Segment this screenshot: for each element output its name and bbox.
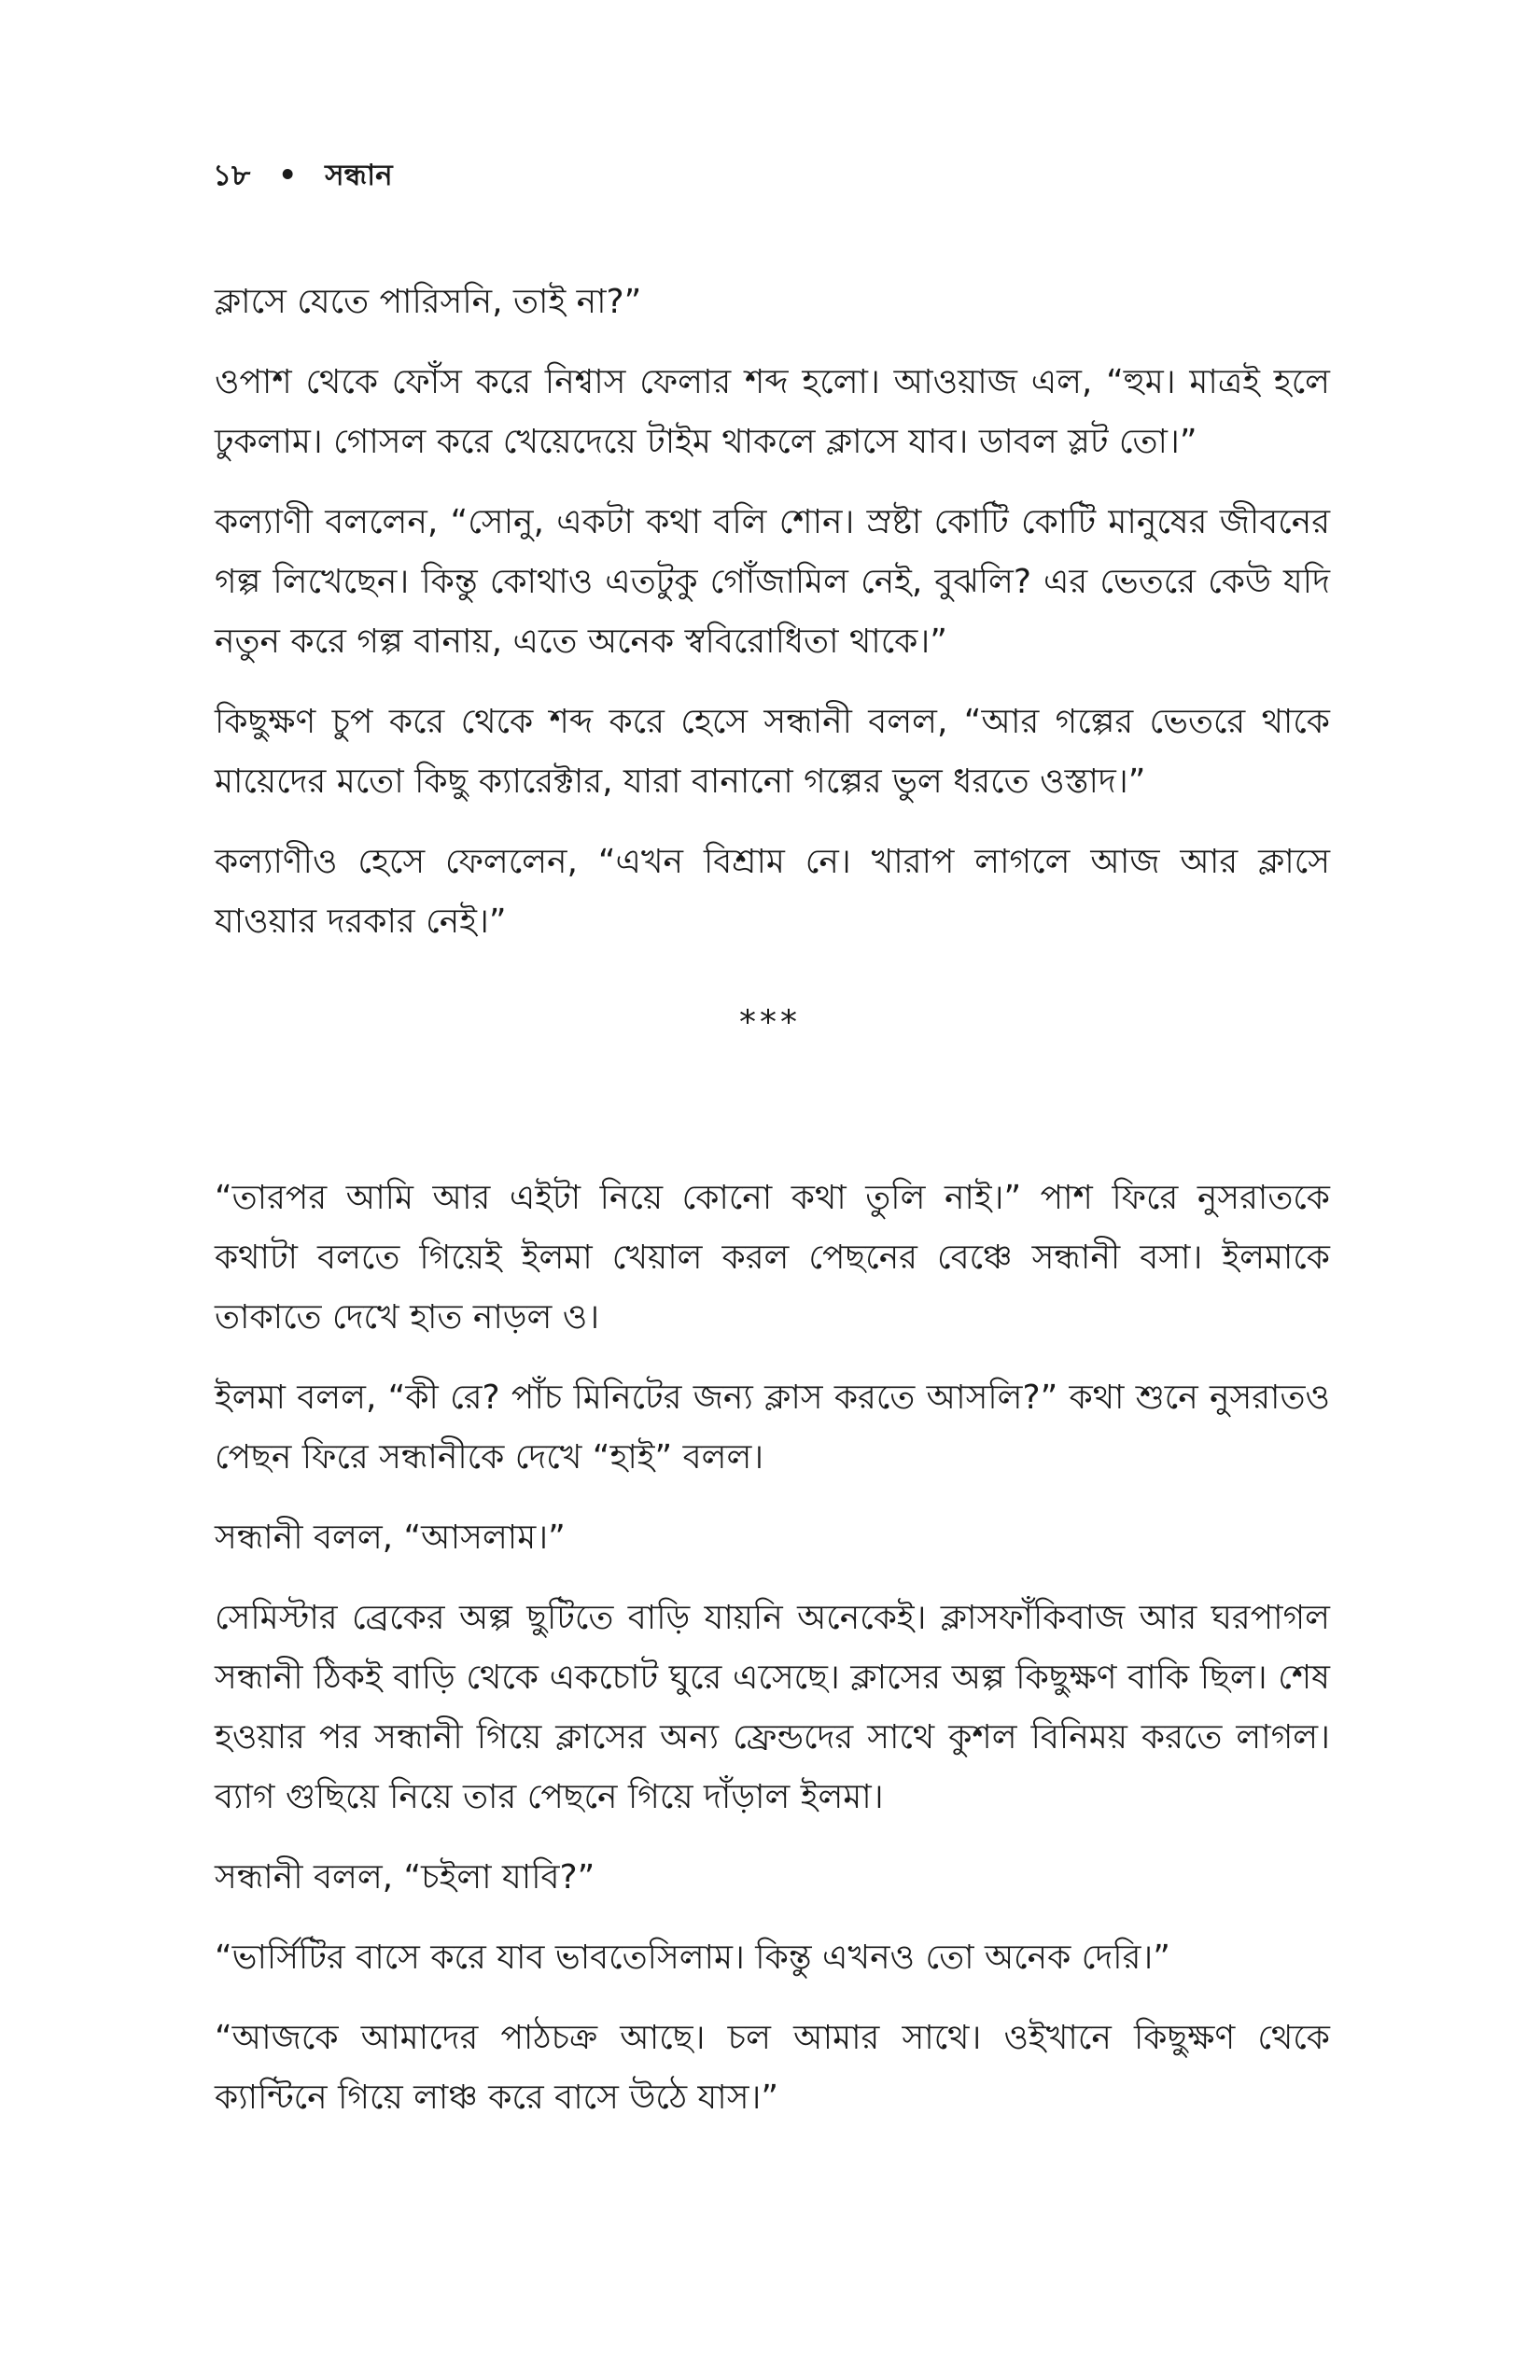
- header-separator: •: [278, 159, 298, 192]
- paragraph: ইলমা বলল, “কী রে? পাঁচ মিনিটের জন্য ক্লাস করতে আসলি?” কথা শুনে নুসরাতও পেছন ফিরে সন্ধানীকে দেখে “হাই” বলল।: [215, 1379, 1330, 1477]
- paragraph: কল্যাণী বললেন, “সোনু, একটা কথা বলি শোন। স্রষ্টা কোটি কোটি মানুষের জীবনের গল্প লিখেছেন। কিন্তু কোথাও এতটুকু গোঁজামিল নেই, বুঝলি? এর ভেতরে কেউ যদি নতুন করে গল্প বানায়, এতে অনেক স্ববিরোধিতা থাকে।”: [215, 503, 1330, 661]
- paragraph: ক্লাসে যেতে পারিসনি, তাই না?”: [215, 283, 642, 321]
- paragraph: কিছুক্ষণ চুপ করে থেকে শব্দ করে হেসে সন্ধানী বলল, “আর গল্পের ভেতরে থাকে মায়েদের মতো কিছু ক্যারেক্টার, যারা বানানো গল্পের ভুল ধরতে ওস্তাদ।”: [215, 703, 1330, 801]
- paragraph: কল্যাণীও হেসে ফেললেন, “এখন বিশ্রাম নে। খারাপ লাগলে আজ আর ক্লাসে যাওয়ার দরকার নেই।”: [215, 843, 1330, 941]
- paragraph: “আজকে আমাদের পাঠচক্র আছে। চল আমার সাথে। ওইখানে কিছুক্ষণ থেকে ক্যান্টিনে গিয়ে লাঞ্চ করে বাসে উঠে যাস।”: [215, 2019, 1330, 2117]
- paragraph: “ভার্সিটির বাসে করে যাব ভাবতেসিলাম। কিন্তু এখনও তো অনেক দেরি।”: [215, 1939, 1170, 1977]
- paragraph: “তারপর আমি আর এইটা নিয়ে কোনো কথা তুলি নাই।” পাশ ফিরে নুসরাতকে কথাটা বলতে গিয়েই ইলমা খেয়াল করল পেছনের বেঞ্চে সন্ধানী বসা। ইলমাকে তাকাতে দেখে হাত নাড়ল ও।: [215, 1179, 1330, 1337]
- page-number: ১৮: [213, 159, 251, 192]
- paragraph: সন্ধানী বলল, “আসলাম।”: [215, 1519, 566, 1557]
- book-title: সন্ধান: [325, 159, 393, 192]
- paragraph: সেমিস্টার ব্রেকের অল্প ছুটিতে বাড়ি যায়নি অনেকেই। ক্লাসফাঁকিবাজ আর ঘরপাগল সন্ধানী ঠিকই বাড়ি থেকে একচোট ঘুরে এসেছে। ক্লাসের অল্প কিছুক্ষণ বাকি ছিল। শেষ হওয়ার পর সন্ধানী গিয়ে ক্লাসের অন্য ফ্রেন্ডদের সাথে কুশল বিনিময় করতে লাগল। ব্যাগ গুছিয়ে নিয়ে তার পেছনে গিয়ে দাঁড়াল ইলমা।: [215, 1599, 1330, 1816]
- section-1: [215, 273, 1330, 973]
- paragraph: ওপাশ থেকে ফোঁস করে নিশ্বাস ফেলার শব্দ হলো। আওয়াজ এল, “হুম। মাত্রই হলে ঢুকলাম। গোসল করে খেয়েদেয়ে টাইম থাকলে ক্লাসে যাব। ডাবল স্লট তো।”: [215, 363, 1330, 461]
- running-head: [213, 157, 393, 194]
- paragraph: সন্ধানী বলল, “চইলা যাবি?”: [215, 1858, 595, 1897]
- scene-break: ***: [739, 1003, 801, 1042]
- section-2: [215, 1169, 1330, 2149]
